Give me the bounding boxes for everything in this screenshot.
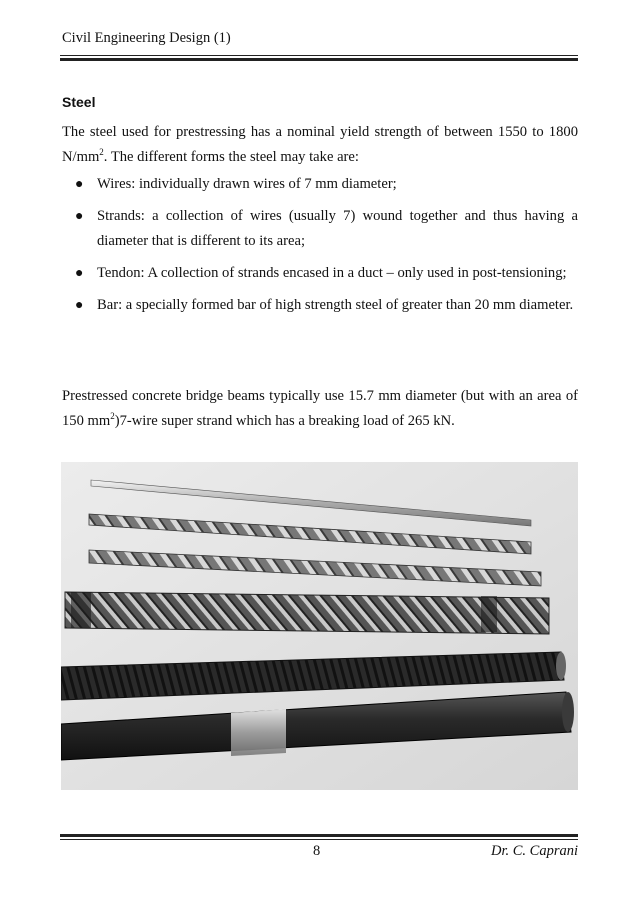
- bullet-icon: ●: [75, 298, 84, 313]
- bullet-icon: ●: [75, 177, 84, 192]
- steel-forms-list: [62, 172, 578, 325]
- prestressing-steel-photo: [61, 462, 578, 790]
- list-item-wires: [62, 172, 578, 197]
- intro-text: The steel used for prestressing has a nominal yield strength of between 1550 to 1800 N/mm: [62, 124, 578, 165]
- bullet-icon: ●: [75, 209, 84, 224]
- document-header-title: Civil Engineering Design (1): [62, 30, 231, 46]
- list-item-tendon: [62, 261, 578, 286]
- intro-text-end: . The different forms the steel may take are:: [103, 149, 359, 165]
- header-rule-thick: [60, 58, 578, 61]
- list-item-text: Wires: individually drawn wires of 7 mm diameter;: [97, 176, 397, 192]
- list-item-text: Bar: a specially formed bar of high strength steel of greater than 20 mm diameter.: [97, 297, 574, 313]
- page-number: 8: [313, 843, 321, 859]
- closing-text: Prestressed concrete bridge beams typically use 15.7 mm diameter (but with an area of 150 mm: [62, 388, 578, 429]
- closing-paragraph: [62, 384, 578, 434]
- footer-rule-thin: [60, 839, 578, 840]
- intro-paragraph: [62, 120, 578, 170]
- list-item-strands: [62, 204, 578, 254]
- author-name: Dr. C. Caprani: [490, 843, 578, 859]
- footer-rule-thick: [60, 834, 578, 837]
- intro-superscript: 2: [99, 147, 104, 158]
- tendon-sample: [65, 592, 549, 634]
- list-item-text: Tendon: A collection of strands encased in a duct – only used in post-tensioning;: [97, 265, 567, 281]
- list-item-bar: [62, 293, 578, 318]
- bullet-icon: ●: [75, 266, 84, 281]
- header-rule-thin: [60, 55, 578, 56]
- closing-superscript: 2: [110, 411, 115, 422]
- list-item-text: Strands: a collection of wires (usually 7) wound together and thus having a diameter that is different to its area;: [97, 208, 578, 249]
- closing-text-end: )7-wire super strand which has a breaking load of 265 kN.: [114, 413, 455, 429]
- section-heading: Steel: [62, 94, 96, 110]
